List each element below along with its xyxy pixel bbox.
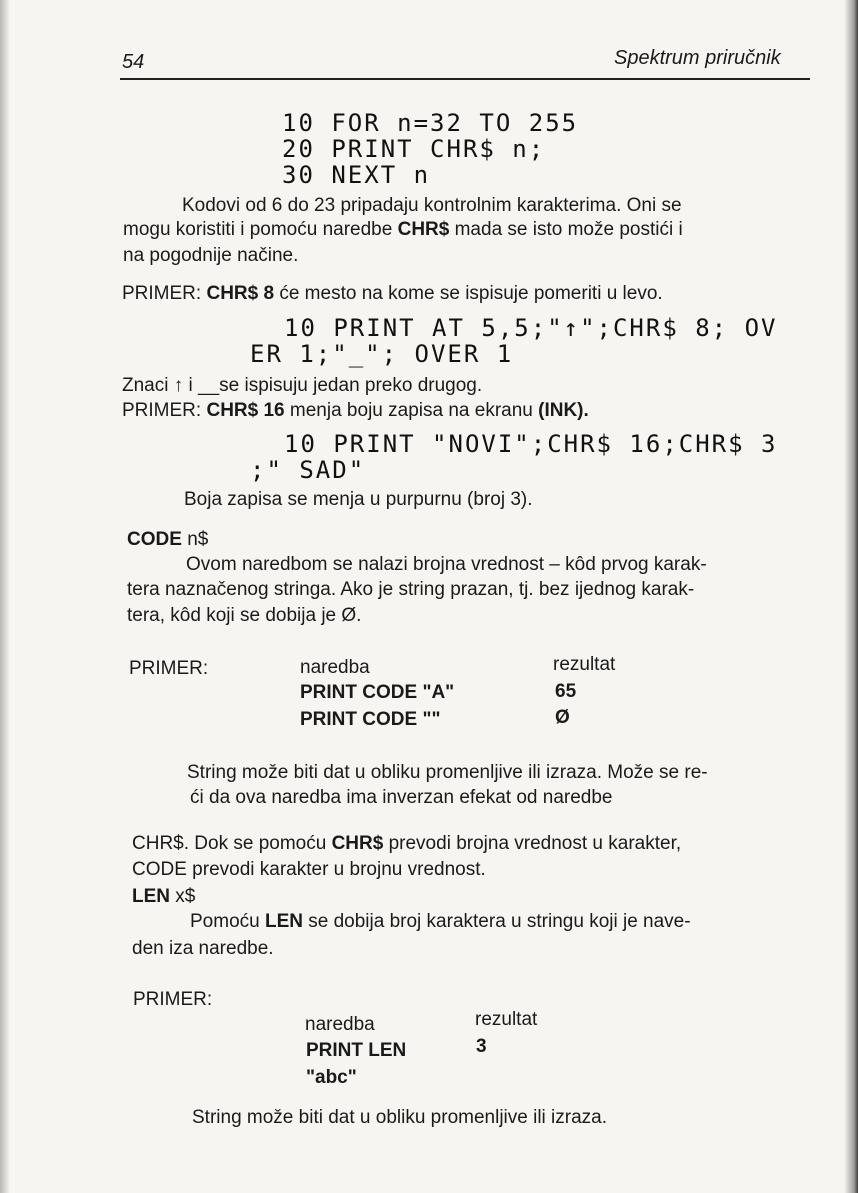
code-heading — [127, 530, 208, 549]
table-label: PRIMER: — [129, 658, 209, 679]
text: Pomoću — [190, 911, 260, 932]
page-number: 54 — [122, 51, 145, 73]
paragraph-line: CODE prevodi karakter u brojnu vrednost. — [132, 859, 486, 880]
column-header: naredba — [300, 657, 370, 678]
keyword: CHR$ — [331, 833, 384, 854]
primer-line — [122, 401, 589, 420]
paragraph-line: String može biti dat u obliku promenljive ili izraza. Može se re- — [187, 762, 708, 783]
text: menja boju zapisa na ekranu — [289, 400, 533, 421]
keyword: LEN — [264, 911, 303, 932]
primer-line — [122, 284, 663, 303]
keyword: CHR$ 8 — [206, 283, 275, 304]
paragraph-line — [190, 912, 691, 931]
heading-keyword: CODE — [127, 529, 182, 550]
paragraph-line — [123, 220, 683, 239]
heading-arg: n$ — [187, 529, 209, 550]
paragraph-line: tera naznačenog stringa. Ako je string prazan, tj. bez ijednog karak- — [127, 579, 695, 600]
text: CHR$. Dok se pomoću — [132, 833, 327, 854]
keyword: (INK). — [538, 400, 589, 421]
primer-label: PRIMER: — [122, 400, 202, 421]
heading-keyword: LEN — [132, 886, 170, 907]
znaci-line: Znaci ↑ i __se ispisuju jedan preko drugog. — [122, 375, 483, 396]
text: će mesto na kome se ispisuje pomeriti u levo. — [279, 283, 663, 304]
code-line: ER 1;"_"; OVER 1 — [250, 340, 514, 368]
paragraph-line: Kodovi od 6 do 23 pripadaju kontrolnim karakterima. Oni se — [182, 195, 682, 216]
final-line: String može biti dat u obliku promenljive ili izraza. — [192, 1107, 608, 1128]
code-line: 10 PRINT AT 5,5;"↑";CHR$ 8; OV — [284, 314, 778, 342]
paragraph-line: den iza naredbe. — [132, 938, 274, 959]
table-cell: 3 — [476, 1036, 487, 1057]
column-header: rezultat — [553, 654, 616, 675]
code-line: 20 PRINT CHR$ n; — [282, 135, 546, 163]
text: mada se isto može postići i — [454, 219, 683, 240]
paragraph-line: tera, kôd koji se dobija je Ø. — [127, 605, 362, 626]
book-title: Spektrum priručnik — [614, 47, 781, 69]
table-label: PRIMER: — [133, 989, 213, 1010]
code-line: 10 PRINT "NOVI";CHR$ 16;CHR$ 3 — [284, 430, 778, 458]
boja-line: Boja zapisa se menja u purpurnu (broj 3). — [184, 489, 533, 510]
table-cell: PRINT LEN — [306, 1040, 407, 1061]
keyword: CHR$ — [397, 219, 450, 240]
heading-arg: x$ — [175, 886, 196, 907]
len-heading — [132, 887, 195, 906]
paragraph-line: na pogodnije načine. — [123, 245, 299, 266]
header-rule — [120, 78, 810, 80]
text: mogu koristiti i pomoću naredbe — [123, 219, 393, 240]
scan-left-shadow — [0, 0, 10, 1193]
paragraph-line: ći da ova naredba ima inverzan efekat od naredbe — [190, 787, 613, 808]
text: prevodi brojna vrednost u karakter, — [388, 833, 682, 854]
table-cell: Ø — [555, 707, 570, 728]
column-header: naredba — [305, 1014, 375, 1035]
table-cell: PRINT CODE "" — [300, 709, 441, 730]
paragraph-line — [132, 834, 681, 853]
paragraph-line: Ovom naredbom se nalazi brojna vrednost – kôd prvog karak- — [186, 554, 707, 575]
column-header: rezultat — [475, 1009, 538, 1030]
table-cell: 65 — [555, 681, 577, 702]
code-line: 10 FOR n=32 TO 255 — [282, 109, 579, 137]
table-cell: PRINT CODE "A" — [300, 682, 455, 703]
table-cell: "abc" — [306, 1067, 357, 1088]
code-line: 30 NEXT n — [282, 161, 431, 189]
text: se dobija broj karaktera u stringu koji je nave- — [308, 911, 691, 932]
primer-label: PRIMER: — [122, 283, 202, 304]
scan-right-edge — [844, 0, 858, 1193]
code-line: ;" SAD" — [250, 456, 366, 484]
keyword: CHR$ 16 — [206, 400, 285, 421]
